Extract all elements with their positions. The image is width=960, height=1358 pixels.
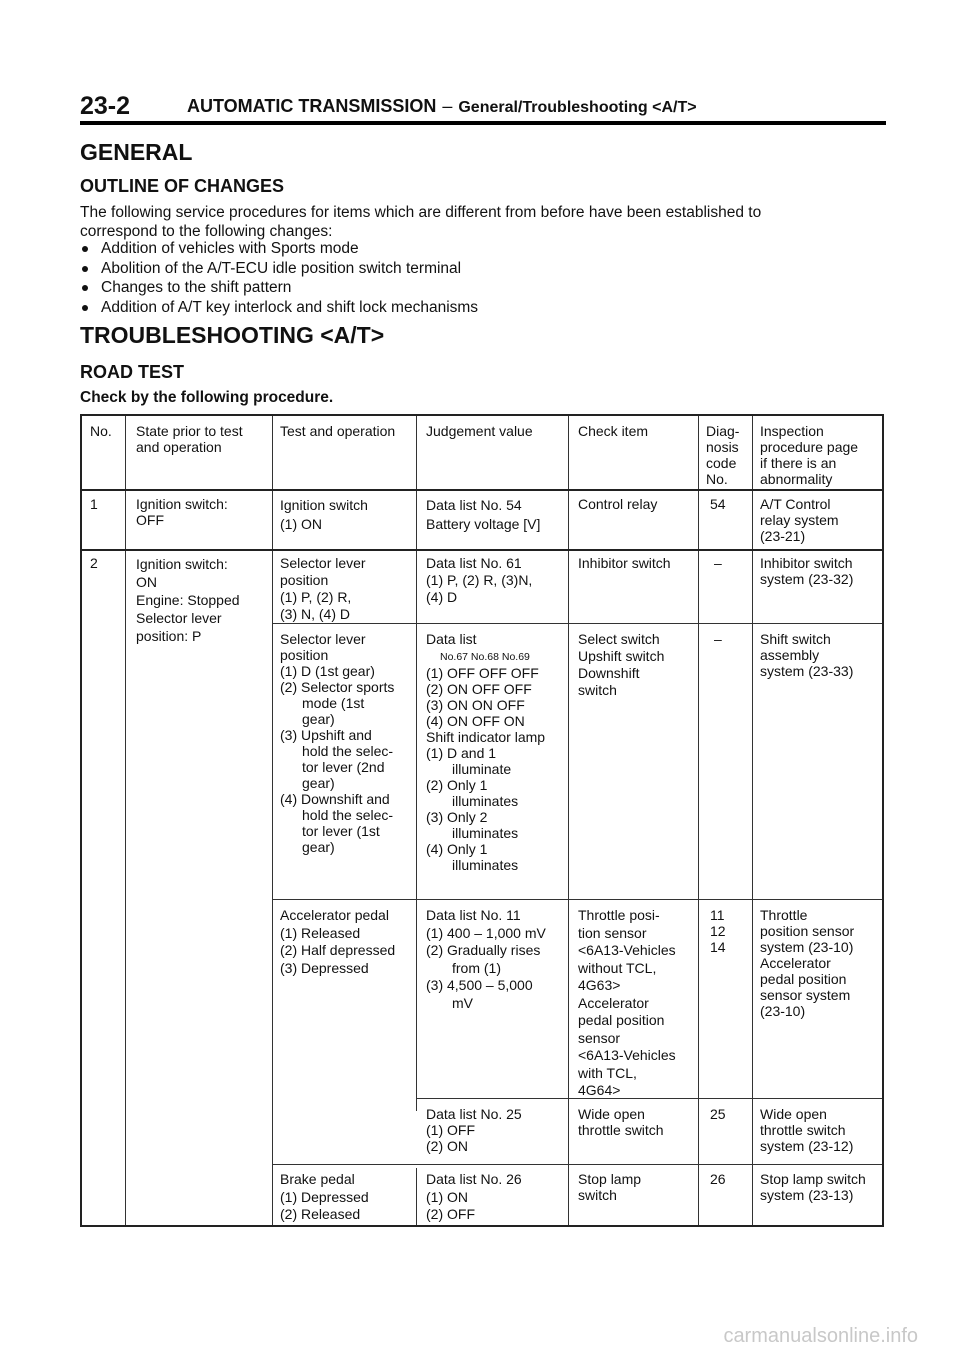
cell-line: (2) Only 1 [426,777,488,793]
sub5-test [280,1171,369,1224]
sub4-check [578,1106,664,1138]
cell-line: Battery voltage [V] [426,516,541,532]
cell-line: (1) OFF [426,1122,475,1138]
header-inspection-line: procedure page [760,439,859,455]
cell-line: switch [578,682,617,698]
sub2-judgement [426,631,545,873]
cell-line: (4) ON OFF ON [426,713,525,729]
cell-line: position [280,572,329,588]
cell-line: tion sensor [578,924,647,941]
sub3-judgement [426,907,546,1012]
cell-line: relay system [760,512,839,528]
cell-line: Throttle posi- [578,907,660,923]
row1-state [136,496,228,528]
header-inspection-line: abnormality [760,471,833,487]
row-rule [272,623,882,624]
cell-line: Stop lamp switch [760,1171,866,1187]
sub3-diag [710,907,726,955]
cell-line: 4G64> [578,1082,621,1098]
cell-line: (1) 400 – 1,000 mV [426,924,546,941]
header-no: No. [90,423,112,439]
list-item: Abolition of the A/T-ECU idle position switch terminal [80,260,478,280]
header-judgement: Judgement value [426,423,533,439]
road-test-table [80,414,884,1227]
cell-line: system (23-12) [760,1138,854,1154]
sub5-judgement [426,1171,522,1224]
troubleshooting-heading: TROUBLESHOOTING <A/T> [80,322,385,348]
sub4-judgement [426,1106,522,1154]
sub2-check [578,631,664,699]
header-inspection [760,423,858,487]
cell-line: (2) Gradually rises [426,942,541,958]
cell-line: pedal position [760,971,847,987]
list-item: Changes to the shift pattern [80,279,478,299]
column-rule [698,416,699,1225]
cell-line: position sensor [760,923,855,939]
general-heading: GENERAL [80,139,193,165]
cell-line: position: P [136,628,202,644]
cell-line: Throttle [760,907,808,923]
sub2-diag: – [714,631,722,647]
cell-line: No.67 No.68 No.69 [440,651,530,663]
sub1-test [280,555,366,623]
cell-line: illuminates [452,825,519,841]
cell-line: from (1) [452,959,501,976]
row1-check: Control relay [578,496,658,512]
page-number: 23-2 [80,92,131,120]
cell-line: (1) Released [280,924,361,941]
cell-line: system (23-33) [760,663,854,679]
cell-line: with TCL, [578,1064,637,1081]
cell-line: Data list No. 54 [426,497,522,513]
header-diag-line: No. [706,471,728,487]
cell-line: 14 [710,939,726,955]
cell-line: (1) OFF OFF OFF [426,665,539,681]
cell-line: (1) Depressed [280,1188,369,1205]
sub4-diag: 25 [710,1106,726,1122]
cell-line: illuminates [452,857,519,873]
intro-line: correspond to the following changes: [80,223,333,240]
cell-line: hold the selec- [302,807,394,823]
cell-line: <6A13-Vehicles [578,942,676,958]
row1-inspection [760,496,839,544]
cell-line: Inhibitor switch [760,555,853,571]
intro-line: The following service procedures for items which are different from before have been established to [80,204,762,221]
list-item: Addition of A/T key interlock and shift lock mechanisms [80,299,478,319]
cell-line: (3) Depressed [280,959,369,976]
column-rule [752,416,753,1225]
sub1-inspection [760,555,853,587]
outline-heading: OUTLINE OF CHANGES [80,176,285,196]
sub3-inspection [760,907,854,1019]
cell-line: Ignition switch [280,497,368,513]
cell-line: tor lever (1st [302,823,380,839]
cell-line: sensor [578,1029,621,1046]
cell-line: 4G63> [578,977,621,993]
cell-line: gear) [302,775,335,791]
cell-line: A/T Control [760,496,831,512]
cell-line: mode (1st [302,695,365,711]
cell-line: (4) Downshift and [280,791,390,807]
cell-line: (1) P, (2) R, (3)N, [426,572,533,588]
cell-line: pedal position [578,1012,665,1028]
sub1-diag: – [714,555,722,571]
header-subtitle: General/Troubleshooting <A/T> [458,99,697,116]
header-inspection-line: Inspection [760,423,824,439]
cell-line: Data list No. 26 [426,1171,522,1187]
cell-line: Data list No. 61 [426,555,522,571]
sub5-diag: 26 [710,1171,726,1187]
column-rule [416,1168,417,1225]
cell-line: <6A13-Vehicles [578,1047,676,1063]
cell-line: (4) D [426,589,458,605]
sub3-check [578,907,676,1100]
road-test-heading: ROAD TEST [80,362,185,382]
cell-line: mV [452,994,473,1011]
cell-line: (2) Selector sports [280,679,395,695]
header-title: AUTOMATIC TRANSMISSION [187,96,437,116]
header-rule [80,121,886,125]
cell-line: system (23-10) [760,939,854,955]
cell-line: (23-10) [760,1003,806,1019]
row1-diag: 54 [710,496,726,512]
cell-line: Brake pedal [280,1171,355,1187]
cell-line: (2) ON OFF OFF [426,681,532,697]
header-check: Check item [578,423,649,439]
row1-judgement [426,496,540,534]
cell-line: (2) ON [426,1138,468,1154]
cell-line: 12 [710,923,726,939]
header-row-rule [82,489,882,491]
list-item: Addition of vehicles with Sports mode [80,240,478,260]
cell-line: Shift indicator lamp [426,729,546,745]
cell-line: illuminate [452,761,512,777]
cell-line: ON [136,574,157,590]
cell-line: (3) Only 2 [426,809,488,825]
row1-no: 1 [90,496,98,512]
cell-line: Stop lamp [578,1171,642,1187]
cell-line: without TCL, [578,959,657,976]
page-header-title [187,96,697,117]
cell-line: throttle switch [578,1122,664,1138]
row2-state [136,555,240,645]
column-rule [125,416,126,1225]
cell-line: Engine: Stopped [136,592,240,608]
cell-line: Ignition switch: [136,496,228,512]
header-separator: – [442,96,453,116]
watermark: carmanualsonline.info [723,1325,918,1347]
cell-line: (3) ON ON OFF [426,697,525,713]
header-diag-line: nosis [706,439,739,455]
cell-line: Upshift switch [578,648,665,664]
cell-line: Shift switch [760,631,831,647]
header-state [136,423,243,455]
header-diag-line: code [706,455,737,471]
cell-line: (1) P, (2) R, [280,589,352,605]
sub3-test [280,907,395,977]
cell-line: Accelerator pedal [280,907,389,923]
cell-line: Ignition switch: [136,556,228,572]
cell-line: (1) ON [426,1188,468,1205]
row-rule [82,549,882,551]
sub1-judgement [426,555,532,606]
procedure-note: Check by the following procedure. [80,389,334,406]
cell-line: sensor system [760,987,851,1003]
cell-line: system (23-13) [760,1187,854,1203]
cell-line: (2) Half depressed [280,942,396,958]
cell-line: (1) ON [280,516,322,532]
column-rule [272,416,273,1225]
row-rule [272,899,882,900]
sub2-test [280,631,394,855]
sub5-check [578,1171,641,1203]
column-rule [568,416,569,1225]
cell-line: (3) 4,500 – 5,000 [426,977,533,993]
cell-line: Selector lever [280,631,366,647]
cell-line: (1) D and 1 [426,745,497,761]
cell-line: (2) Released [280,1206,361,1222]
cell-line: Wide open [760,1106,827,1122]
header-inspection-line: if there is an [760,455,837,471]
cell-line: OFF [136,512,164,528]
cell-line: (2) OFF [426,1206,475,1222]
cell-line: position [280,647,329,663]
row-rule [272,1164,882,1165]
cell-line: Accelerator [760,955,831,971]
sub5-inspection [760,1171,866,1203]
cell-line: Data list No. 11 [426,907,521,923]
header-state-line: and operation [136,439,222,455]
cell-line: (3) Upshift and [280,727,372,743]
cell-line: gear) [302,839,335,855]
sub1-check: Inhibitor switch [578,555,671,571]
cell-line: (1) D (1st gear) [280,663,375,679]
header-state-line: State prior to test [136,423,243,439]
cell-line: Downshift [578,665,640,681]
header-diag [706,423,739,487]
header-test: Test and operation [280,423,396,439]
cell-line: (4) Only 1 [426,841,488,857]
row1-test [280,496,368,534]
cell-line: gear) [302,711,335,727]
cell-line: (3) N, (4) D [280,606,350,622]
cell-line: system (23-32) [760,571,854,587]
row2-no: 2 [90,555,98,571]
cell-line: throttle switch [760,1122,846,1138]
header-diag-line: Diag- [706,423,740,439]
cell-line: hold the selec- [302,743,394,759]
cell-line: Data list No. 25 [426,1106,522,1122]
column-rule [416,416,417,1111]
cell-line: illuminates [452,793,519,809]
cell-line: Accelerator [578,994,649,1011]
cell-line: 11 [710,907,725,923]
cell-line: Data list [426,631,477,647]
sub4-inspection [760,1106,853,1154]
cell-line: switch [578,1187,617,1203]
sub2-inspection [760,631,853,679]
cell-line: tor lever (2nd [302,759,385,775]
cell-line: Wide open [578,1106,645,1122]
cell-line: assembly [760,647,820,663]
cell-line: (23-21) [760,528,806,544]
cell-line: Selector lever [280,555,366,571]
cell-line: Selector lever [136,610,222,626]
intro-paragraph [80,203,886,241]
changes-list [80,240,478,318]
cell-line: Select switch [578,631,660,647]
